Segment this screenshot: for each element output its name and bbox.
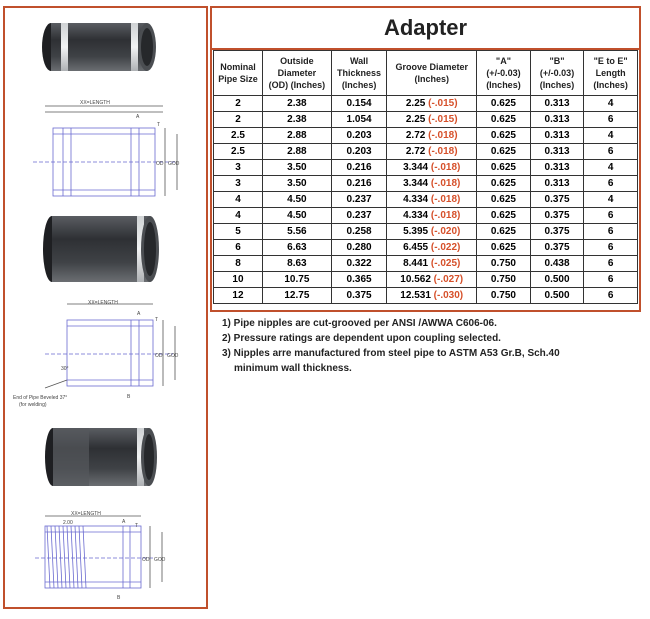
cell-size: 2: [214, 96, 263, 112]
cell-groove: [387, 144, 477, 160]
cell-a: 0.625: [477, 112, 531, 128]
column-header-line: (OD) (Inches): [268, 80, 326, 90]
cell-od: 2.88: [262, 144, 331, 160]
cell-size: 12: [214, 288, 263, 304]
table-row: [214, 240, 638, 256]
cell-wall: 0.203: [331, 144, 386, 160]
drawing2-t-label: T: [155, 317, 159, 323]
cell-groove: [387, 96, 477, 112]
column-header-line: Thickness: [337, 68, 382, 78]
table-row: [214, 112, 638, 128]
cell-wall: 0.375: [331, 288, 386, 304]
cell-wall: 0.322: [331, 256, 386, 272]
column-header-line: Outside: [280, 56, 314, 66]
drawing3-b-label: B: [117, 595, 121, 601]
cell-a: 0.625: [477, 192, 531, 208]
cell-a: 0.625: [477, 160, 531, 176]
column-header: [214, 51, 263, 96]
groove-tolerance: (-.018): [430, 161, 461, 173]
cell-wall: 0.154: [331, 96, 386, 112]
cell-a: 0.750: [477, 256, 531, 272]
column-header-line: Length: [595, 68, 626, 78]
cell-b: 0.500: [530, 272, 584, 288]
drawing1-a-label: A: [136, 114, 140, 120]
cell-groove: [387, 208, 477, 224]
table-row: [214, 272, 638, 288]
cell-a: 0.625: [477, 176, 531, 192]
cell-size: 3: [214, 176, 263, 192]
cell-size: 4: [214, 192, 263, 208]
groove-value: 12.531: [400, 289, 431, 301]
cell-b: 0.375: [530, 208, 584, 224]
column-header-line: Diameter: [277, 68, 317, 78]
groove-value: 5.395: [403, 225, 429, 237]
column-header-line: Groove Diameter: [395, 62, 468, 72]
column-header-line: "A": [495, 56, 511, 66]
cell-size: 10: [214, 272, 263, 288]
cell-b: 0.438: [530, 256, 584, 272]
table-row: [214, 208, 638, 224]
cell-od: 12.75: [262, 288, 331, 304]
cell-size: 2.5: [214, 128, 263, 144]
table-row: [214, 160, 638, 176]
column-header-line: (+/-0.03): [539, 68, 575, 78]
groove-tolerance: (-.018): [428, 145, 458, 157]
table-header-row: [214, 51, 638, 96]
column-header-line: "E to E": [593, 56, 628, 66]
cell-len: 6: [584, 256, 638, 272]
groove-tolerance: (-.025): [430, 257, 461, 269]
pipe-photo-grooved: [42, 23, 156, 71]
column-header: [584, 51, 638, 96]
groove-tolerance: (-.022): [430, 241, 461, 253]
cell-len: 4: [584, 128, 638, 144]
cell-len: 6: [584, 112, 638, 128]
drawing3-a-label: A: [122, 519, 126, 525]
cell-size: 8: [214, 256, 263, 272]
drawing2-god-label: GOD: [167, 353, 179, 359]
cell-groove: [387, 112, 477, 128]
cell-od: 5.56: [262, 224, 331, 240]
drawing2-a-label: A: [137, 311, 141, 317]
cell-len: 6: [584, 288, 638, 304]
cell-b: 0.313: [530, 112, 584, 128]
pipe-photo-thread-groove: [45, 428, 157, 486]
cell-len: 4: [584, 192, 638, 208]
note-2: 2) Pressure ratings are dependent upon coupling selected.: [222, 333, 501, 344]
groove-value: 3.344: [403, 161, 429, 173]
cell-od: 4.50: [262, 192, 331, 208]
cell-a: 0.750: [477, 272, 531, 288]
bevel-note-sub: (for welding): [19, 402, 47, 408]
table-row: [214, 144, 638, 160]
table-body: [214, 96, 638, 304]
column-header: [331, 51, 386, 96]
cell-od: 2.88: [262, 128, 331, 144]
groove-value: 4.334: [403, 209, 429, 221]
cell-od: 2.38: [262, 112, 331, 128]
groove-tolerance: (-.027): [433, 273, 464, 285]
groove-value: 10.562: [400, 273, 431, 285]
drawing3-t-label: T: [135, 523, 139, 529]
cell-len: 4: [584, 160, 638, 176]
spec-table: [213, 50, 638, 304]
cell-groove: [387, 224, 477, 240]
drawing3-od-label: OD: [142, 557, 150, 563]
drawing1-od-label: OD: [156, 161, 164, 167]
note-3-text: 3) Nipples arre manufactured from steel pipe to ASTM A53 Gr.B, Sch.40: [222, 348, 560, 359]
drawing1-length-label: XX=LENGTH: [80, 100, 110, 106]
cell-b: 0.313: [530, 160, 584, 176]
page-title: Adapter: [212, 8, 639, 50]
groove-tolerance: (-.018): [430, 177, 461, 189]
cell-od: 8.63: [262, 256, 331, 272]
cell-wall: 0.216: [331, 160, 386, 176]
drawing1-t-label: T: [157, 122, 161, 128]
cell-wall: 0.258: [331, 224, 386, 240]
column-header-line: (+/-0.03): [486, 68, 521, 78]
groove-value: 2.72: [405, 145, 426, 157]
cell-wall: 0.216: [331, 176, 386, 192]
cell-a: 0.625: [477, 240, 531, 256]
note-3-continued: minimum wall thickness.: [234, 363, 352, 374]
cell-b: 0.313: [530, 96, 584, 112]
table-row: [214, 224, 638, 240]
cell-wall: 0.280: [331, 240, 386, 256]
cell-size: 2.5: [214, 144, 263, 160]
cell-b: 0.313: [530, 176, 584, 192]
cell-od: 2.38: [262, 96, 331, 112]
cell-size: 4: [214, 208, 263, 224]
cell-size: 6: [214, 240, 263, 256]
column-header: [477, 51, 531, 96]
column-header-line: (Inches): [539, 80, 575, 90]
cell-wall: 0.237: [331, 208, 386, 224]
column-header: [530, 51, 584, 96]
column-header-line: Wall: [349, 56, 369, 66]
cell-od: 10.75: [262, 272, 331, 288]
cell-len: 6: [584, 176, 638, 192]
cell-groove: [387, 160, 477, 176]
column-header-line: (Inches): [593, 80, 628, 90]
cell-wall: 0.203: [331, 128, 386, 144]
cell-od: 3.50: [262, 176, 331, 192]
groove-value: 2.25: [405, 97, 426, 109]
table-row: [214, 96, 638, 112]
column-header: [387, 51, 477, 96]
groove-value: 6.455: [403, 241, 429, 253]
groove-tolerance: (-.018): [428, 129, 458, 141]
groove-value: 2.25: [405, 113, 426, 125]
cell-len: 6: [584, 272, 638, 288]
cell-od: 3.50: [262, 160, 331, 176]
groove-tolerance: (-.015): [428, 97, 458, 109]
drawing-grooved: [33, 106, 177, 196]
cell-len: 6: [584, 144, 638, 160]
groove-tolerance: (-.020): [430, 225, 461, 237]
cell-b: 0.313: [530, 128, 584, 144]
cell-b: 0.375: [530, 192, 584, 208]
cell-wall: 0.237: [331, 192, 386, 208]
cell-a: 0.625: [477, 208, 531, 224]
product-illustrations: [5, 8, 206, 607]
cell-od: 6.63: [262, 240, 331, 256]
column-header-line: Nominal: [220, 62, 256, 72]
groove-tolerance: (-.018): [430, 193, 461, 205]
cell-a: 0.625: [477, 224, 531, 240]
notes: [222, 316, 642, 376]
bevel-note: End of Pipe Beveled 37°: [13, 395, 68, 401]
groove-tolerance: (-.030): [433, 289, 464, 301]
drawing-thread-groove: [35, 516, 162, 588]
drawing2-angle-label: 30°: [61, 366, 69, 372]
groove-value: 8.441: [403, 257, 429, 269]
groove-value: 3.344: [403, 177, 429, 189]
note-1: 1) Pipe nipples are cut-grooved per ANSI /AWWA C606-06.: [222, 318, 497, 329]
cell-size: 3: [214, 160, 263, 176]
cell-a: 0.750: [477, 288, 531, 304]
cell-b: 0.375: [530, 224, 584, 240]
cell-size: 5: [214, 224, 263, 240]
cell-len: 6: [584, 208, 638, 224]
cell-b: 0.313: [530, 144, 584, 160]
cell-od: 4.50: [262, 208, 331, 224]
column-header-line: "B": [549, 56, 565, 66]
pipe-photo-groove-bevel: [43, 216, 159, 282]
drawing2-length-label: XX=LENGTH: [88, 300, 118, 306]
drawing1-god-label: GOD: [168, 161, 180, 167]
cell-groove: [387, 288, 477, 304]
groove-value: 4.334: [403, 193, 429, 205]
column-header-line: Pipe Size: [218, 74, 258, 84]
groove-value: 2.72: [405, 129, 426, 141]
cell-b: 0.375: [530, 240, 584, 256]
cell-groove: [387, 176, 477, 192]
cell-groove: [387, 272, 477, 288]
groove-tolerance: (-.018): [430, 209, 461, 221]
cell-a: 0.625: [477, 96, 531, 112]
cell-b: 0.500: [530, 288, 584, 304]
cell-wall: 0.365: [331, 272, 386, 288]
cell-len: 6: [584, 240, 638, 256]
drawing3-length-label: XX=LENGTH: [71, 511, 101, 517]
drawing2-b-label: B: [127, 394, 131, 400]
column-header: [262, 51, 331, 96]
cell-size: 2: [214, 112, 263, 128]
table-row: [214, 192, 638, 208]
table-row: [214, 176, 638, 192]
cell-len: 4: [584, 96, 638, 112]
images-panel: [3, 6, 208, 609]
column-header-line: (Inches): [486, 80, 521, 90]
table-row: [214, 128, 638, 144]
cell-groove: [387, 256, 477, 272]
note-3: [222, 346, 642, 376]
drawing2-od-label: OD: [155, 353, 163, 359]
cell-groove: [387, 240, 477, 256]
cell-a: 0.625: [477, 144, 531, 160]
groove-tolerance: (-.015): [428, 113, 458, 125]
column-header-line: (Inches): [341, 80, 377, 90]
drawing3-thread-label: 2.00: [63, 520, 73, 526]
cell-len: 6: [584, 224, 638, 240]
column-header-line: (Inches): [414, 74, 449, 84]
spec-panel: [210, 6, 641, 312]
cell-groove: [387, 128, 477, 144]
table-row: [214, 256, 638, 272]
cell-wall: 1.054: [331, 112, 386, 128]
table-row: [214, 288, 638, 304]
drawing3-god-label: GOD: [154, 557, 166, 563]
cell-groove: [387, 192, 477, 208]
cell-a: 0.625: [477, 128, 531, 144]
